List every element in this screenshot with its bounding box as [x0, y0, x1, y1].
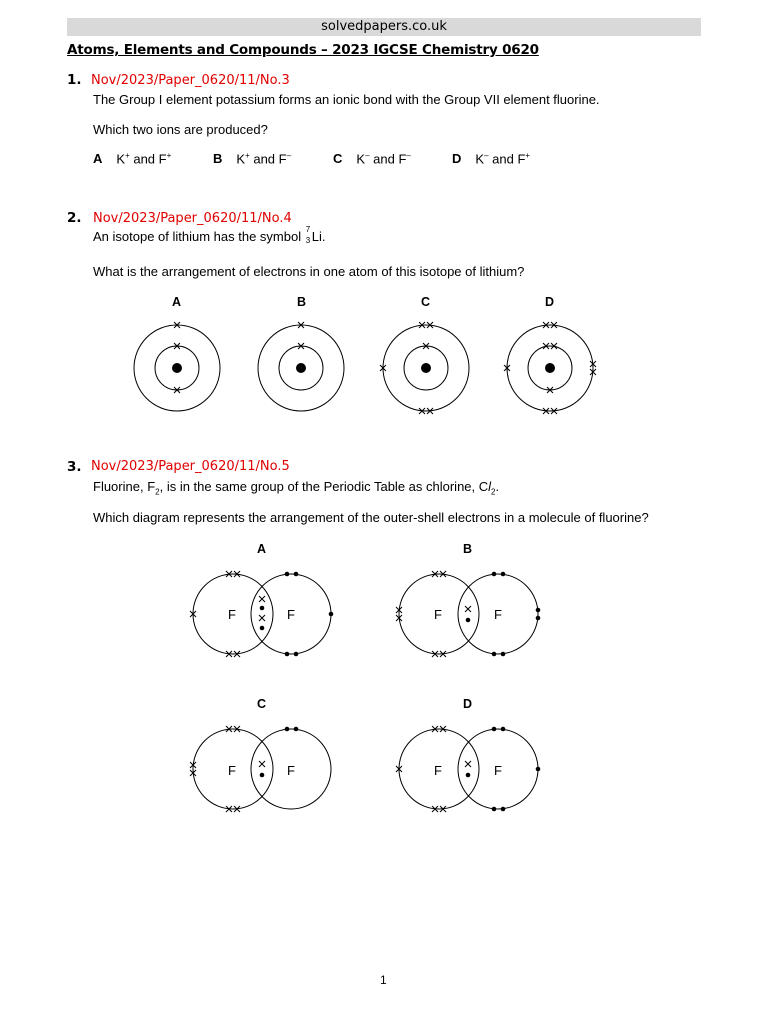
q2-atom-a [134, 322, 220, 411]
q3d-atom-left: F [434, 763, 442, 778]
q2-diagram-label-b: B [297, 295, 307, 309]
page-title: Atoms, Elements and Compounds – 2023 IGCSE Chemistry 0620 [67, 42, 539, 58]
q3-molecule-d [396, 726, 540, 812]
question-1-number: 1. [67, 72, 82, 88]
q3-molecule-b [396, 571, 540, 657]
q3b-atom-right: F [494, 607, 502, 622]
q2-diagram-label-a: A [172, 295, 182, 309]
q2-atom-d [504, 322, 596, 414]
question-2-number: 2. [67, 210, 82, 226]
q3-diagram-label-d: D [463, 697, 473, 711]
q3a-atom-left: F [228, 607, 236, 622]
q2-diagram-label-d: D [545, 295, 555, 309]
q3a-atom-right: F [287, 607, 295, 622]
question-1-ref: Nov/2023/Paper_0620/11/No.3 [91, 73, 290, 88]
q3c-atom-right: F [287, 763, 295, 778]
option-b[interactable]: B K+ and F– [213, 151, 292, 167]
option-c[interactable]: C K– and F– [333, 151, 411, 167]
isotope-symbol: 7 3 [305, 225, 311, 245]
question-3-ref: Nov/2023/Paper_0620/11/No.5 [91, 459, 290, 474]
q2-diagram-label-c: C [421, 295, 431, 309]
question-2-ref: Nov/2023/Paper_0620/11/No.4 [93, 211, 292, 226]
q3-molecule-a [190, 571, 333, 657]
q3-diagram-label-c: C [257, 697, 267, 711]
q3-diagram-label-b: B [463, 542, 473, 556]
question-3-prompt: Which diagram represents the arrangement of the outer-shell electrons in a molecule of fluorine? [93, 510, 649, 525]
q2-atom-b [258, 322, 344, 411]
question-3-number: 3. [67, 459, 82, 475]
question-2-prompt: What is the arrangement of electrons in one atom of this isotope of lithium? [93, 264, 525, 279]
page-number: 1 [380, 973, 387, 987]
option-a[interactable]: A K+ and F+ [93, 151, 172, 167]
question-1-prompt: Which two ions are produced? [93, 122, 268, 137]
q3c-atom-left: F [228, 763, 236, 778]
site-banner: solvedpapers.co.uk [67, 18, 701, 36]
q3d-atom-right: F [494, 763, 502, 778]
option-d[interactable]: D K– and F+ [452, 151, 531, 167]
question-3-stem: Fluorine, $F_2$, is in the same group of the Periodic Table as chlorine, $Cl_2$. [93, 479, 500, 497]
question-2-stem: An isotope of lithium has the symbol 7 3 Li. [93, 225, 326, 245]
q2-atom-c [380, 322, 469, 414]
q3-molecule-c [190, 726, 331, 812]
q3b-atom-left: F [434, 607, 442, 622]
q3-diagram-label-a: A [257, 542, 267, 556]
question-1-stem: The Group I element potassium forms an ionic bond with the Group VII element fluorine. [93, 92, 600, 107]
